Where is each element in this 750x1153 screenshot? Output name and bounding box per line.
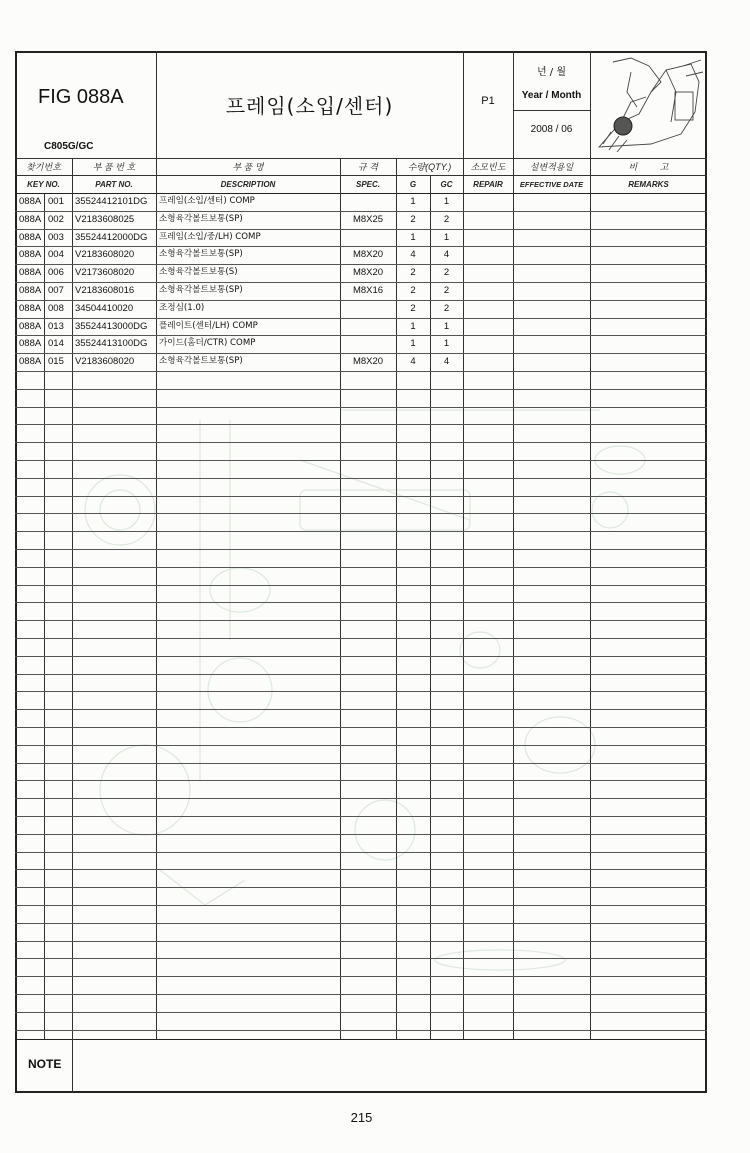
cell-g: 1: [410, 338, 416, 349]
col-qty-gc: GC: [440, 180, 453, 189]
note-sep: [72, 1039, 73, 1093]
row-rule: [15, 976, 707, 977]
col-key-en: KEY NO.: [27, 180, 60, 189]
cell-desc: 소형육각볼트보통(SP): [159, 356, 243, 366]
row-rule: [15, 941, 707, 942]
cell-spec: [340, 318, 396, 335]
cell-desc: 가이드(홈더/CTR) COMP: [159, 338, 256, 348]
row-rule: [15, 496, 707, 497]
row-rule: [15, 834, 707, 835]
cell-part: V2173608020: [75, 267, 135, 278]
col-repair-en: REPAIR: [473, 180, 503, 189]
row-rule: [15, 478, 707, 479]
col-line-key: [44, 193, 45, 1039]
model-code: C805G/GC: [44, 141, 94, 152]
note-label: NOTE: [28, 1057, 62, 1071]
row-rule: [15, 691, 707, 692]
cell-g: 1: [410, 196, 416, 207]
cell-spec: M8X20: [352, 267, 384, 278]
cell-desc: 조정심(1.0): [159, 303, 205, 313]
cell-spec: M8X20: [352, 249, 384, 260]
cell-desc: 플레이트(센터/LH) COMP: [159, 321, 258, 331]
cell-g: 2: [410, 303, 416, 314]
cell-g: 1: [410, 232, 416, 243]
cell-part: 34504410020: [75, 303, 134, 314]
note-divider: [15, 1039, 707, 1040]
row-rule: [15, 424, 707, 425]
cell-key: 007: [48, 285, 64, 296]
col-rem-ko: 비 고: [628, 162, 669, 172]
row-rule: [15, 602, 707, 603]
row-rule: [15, 905, 707, 906]
row-rule: [15, 780, 707, 781]
cell-gc: 1: [443, 196, 450, 207]
cell-desc: 프레임(소입/센터) COMP: [159, 196, 255, 206]
row-rule: [15, 923, 707, 924]
row-rule: [15, 958, 707, 959]
row-rule: [15, 1012, 707, 1013]
row-rule: [15, 442, 707, 443]
col-line-eff: [513, 158, 514, 1039]
cell-key: 003: [48, 232, 64, 243]
row-rule: [15, 407, 707, 408]
cell-gc: 4: [443, 249, 450, 260]
row-rule: [15, 816, 707, 817]
cell-spec: M8X25: [352, 214, 384, 225]
year-month-ko: 년 / 월: [536, 67, 567, 78]
row-rule: [15, 869, 707, 870]
row-rule: [15, 798, 707, 799]
cell-key: 004: [48, 249, 64, 260]
cell-g: 2: [410, 267, 416, 278]
cell-fig: 088A: [19, 321, 42, 332]
cell-g: 4: [410, 356, 416, 367]
cell-g: 1: [410, 321, 416, 332]
row-rule: [15, 638, 707, 639]
cell-fig: 088A: [19, 338, 42, 349]
cell-fig: 088A: [19, 196, 42, 207]
col-line-rem: [590, 158, 591, 1039]
cell-desc: 소형육각볼트보통(S): [159, 267, 238, 277]
fig-label: FIG 088A: [38, 86, 124, 108]
col-spec-ko: 규 격: [358, 162, 378, 172]
cell-gc: 2: [443, 267, 450, 278]
row-rule: [15, 513, 707, 514]
cell-spec: [340, 193, 396, 210]
cell-part: V2183608016: [75, 285, 135, 296]
cell-part: V2183608025: [75, 214, 135, 225]
col-desc-ko: 부 품 명: [232, 162, 264, 172]
col-line-part: [72, 158, 73, 1039]
machine-thumbnail: [591, 52, 706, 158]
cell-key: 015: [48, 356, 64, 367]
cell-desc: 소형육각볼트보통(SP): [159, 249, 243, 259]
cell-key: 008: [48, 303, 64, 314]
cell-gc: 2: [443, 303, 450, 314]
cell-fig: 088A: [19, 232, 42, 243]
cell-gc: 4: [443, 356, 450, 367]
row-rule: [15, 1030, 707, 1031]
cell-key: 014: [48, 338, 64, 349]
cell-part: 35524412000DG: [75, 232, 148, 243]
row-rule: [15, 585, 707, 586]
col-qty-ko: 수량(QTY.): [407, 162, 452, 172]
col-qty-g: G: [409, 180, 417, 189]
row-rule: [15, 887, 707, 888]
combine-harvester-icon: [591, 52, 706, 158]
col-line-desc: [156, 158, 157, 1039]
col-rem-en: REMARKS: [628, 180, 669, 189]
cell-desc: 소형육각볼트보통(SP): [159, 214, 243, 224]
cell-fig: 088A: [19, 303, 42, 314]
cell-key: 001: [48, 196, 64, 207]
col-repair-ko: 소모빈도: [470, 162, 506, 172]
page-title: 프레임(소입/센터): [225, 94, 394, 118]
col-eff-ko: 설변적용일: [529, 162, 574, 172]
cell-gc: 1: [443, 232, 450, 243]
cell-spec: M8X20: [352, 356, 384, 367]
cell-gc: 1: [443, 338, 450, 349]
cell-key: 013: [48, 321, 64, 332]
page-number: 215: [350, 1110, 373, 1125]
row-rule: [15, 994, 707, 995]
cell-g: 2: [410, 285, 416, 296]
cell-g: 2: [410, 214, 416, 225]
cell-part: V2183608020: [75, 249, 135, 260]
cell-part: 35524412101DG: [75, 196, 148, 207]
row-rule: [15, 745, 707, 746]
cell-spec: [340, 335, 396, 352]
cell-fig: 088A: [19, 249, 42, 260]
cell-gc: 2: [443, 214, 450, 225]
cell-spec: [340, 300, 396, 317]
col-part-ko: 부 품 번 호: [92, 162, 136, 172]
cell-key: 006: [48, 267, 64, 278]
col-part-en: PART NO.: [95, 180, 133, 189]
row-rule: [15, 549, 707, 550]
row-rule: [15, 656, 707, 657]
row-rule: [15, 727, 707, 728]
cell-part: V2183608020: [75, 356, 135, 367]
col-eff-en: EFFECTIVE DATE: [519, 180, 584, 189]
cell-key: 002: [48, 214, 64, 225]
col-desc-en: DESCRIPTION: [220, 180, 276, 189]
page-code: P1: [481, 95, 495, 107]
row-rule: [15, 460, 707, 461]
cell-fig: 088A: [19, 285, 42, 296]
release-date: 2008 / 06: [530, 124, 573, 135]
date-divider: [513, 110, 590, 111]
row-rule: [15, 389, 707, 390]
cell-gc: 1: [443, 321, 450, 332]
header-divider: [15, 158, 707, 159]
row-rule: [15, 620, 707, 621]
cell-fig: 088A: [19, 267, 42, 278]
row-rule: [15, 371, 707, 372]
row-rule: [15, 531, 707, 532]
row-rule: [15, 674, 707, 675]
cell-part: 35524413100DG: [75, 338, 148, 349]
row-rule: [15, 852, 707, 853]
col-key-ko: 찾기번호: [26, 162, 61, 172]
cell-spec: [340, 229, 396, 246]
row-rule: [15, 763, 707, 764]
column-header-divider: [15, 175, 707, 176]
cell-gc: 2: [443, 285, 450, 296]
year-month-en: Year / Month: [521, 90, 582, 101]
cell-part: 35524413000DG: [75, 321, 148, 332]
cell-desc: 소형육각볼트보통(SP): [159, 285, 243, 295]
cell-desc: 프레임(소입/중/LH) COMP: [159, 232, 261, 242]
col-spec-en: SPEC.: [355, 180, 380, 189]
row-rule: [15, 709, 707, 710]
cell-fig: 088A: [19, 214, 42, 225]
cell-spec: M8X16: [352, 285, 384, 296]
cell-g: 4: [410, 249, 416, 260]
row-rule: [15, 567, 707, 568]
col-line-repair: [463, 158, 464, 1039]
cell-fig: 088A: [19, 356, 42, 367]
